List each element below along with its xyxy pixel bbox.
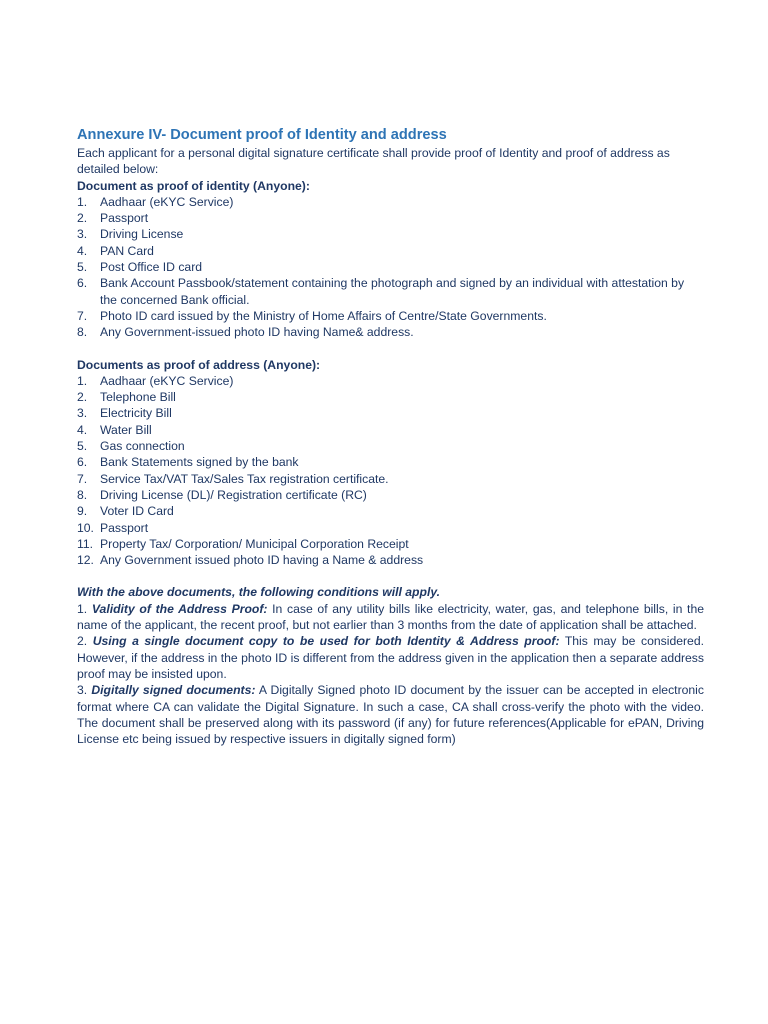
list-text: PAN Card bbox=[100, 243, 154, 258]
list-number: 5. bbox=[77, 260, 88, 275]
condition-lead: Using a single document copy to be used for both Identity & Address proof: bbox=[92, 634, 560, 649]
list-item bbox=[77, 308, 704, 324]
condition-text: In case of any utility bills like electricity, water, gas, and telephone bills, in the name of the applicant, the recent proof, but not earlier than 3 months from the date of application shall be attached. bbox=[77, 601, 704, 633]
list-number: 2. bbox=[77, 211, 88, 226]
list-number: 4. bbox=[77, 422, 88, 437]
list-text: Photo ID card issued by the Ministry of Home Affairs of Centre/State Governments. bbox=[100, 308, 547, 323]
list-number: 7. bbox=[77, 308, 88, 323]
condition-paragraph bbox=[77, 601, 704, 634]
condition-text: This may be considered. However, if the address in the photo ID is different from the address given in the application then a separate address proof may be insisted upon. bbox=[77, 634, 704, 681]
list-text: Any Government-issued photo ID having Name& address. bbox=[100, 325, 414, 340]
list-item bbox=[77, 438, 704, 454]
list-text: Bank Account Passbook/statement containing the photograph and signed by an individual with attestation by the concerned Bank official. bbox=[100, 276, 685, 307]
list-number: 4. bbox=[77, 243, 88, 258]
list-text: Passport bbox=[100, 520, 149, 535]
identity-list bbox=[77, 194, 704, 341]
list-text: Driving License bbox=[100, 227, 184, 242]
list-item bbox=[77, 275, 704, 308]
list-number: 10. bbox=[77, 520, 94, 535]
list-item bbox=[77, 552, 704, 568]
list-number: 11. bbox=[77, 536, 94, 551]
identity-heading: Document as proof of identity (Anyone): bbox=[77, 178, 310, 193]
list-item bbox=[77, 471, 704, 487]
condition-paragraph bbox=[77, 682, 704, 747]
spacer bbox=[77, 568, 704, 584]
list-text: Electricity Bill bbox=[100, 406, 172, 421]
list-item bbox=[77, 243, 704, 259]
list-text: Passport bbox=[100, 211, 149, 226]
condition-paragraph bbox=[77, 633, 704, 682]
list-item bbox=[77, 503, 704, 519]
list-number: 12. bbox=[77, 553, 94, 568]
condition-number: 3. bbox=[77, 683, 88, 698]
document-page bbox=[77, 125, 704, 747]
list-number: 8. bbox=[77, 487, 88, 502]
address-heading: Documents as proof of address (Anyone): bbox=[77, 357, 321, 372]
condition-number: 2. bbox=[77, 634, 88, 649]
list-number: 6. bbox=[77, 276, 88, 291]
condition-lead: Validity of the Address Proof: bbox=[91, 601, 268, 616]
list-item bbox=[77, 210, 704, 226]
condition-text: A Digitally Signed photo ID document by the issuer can be accepted in electronic format where CA can validate the Digital Signature. In such a case, CA shall cross-verify the photo with the video. The document shall be preserved along with its password (if any) for future references(Applicable for ePAN, Driving License etc being issued by respective issuers in digitally signed form) bbox=[77, 683, 704, 747]
list-text: Water Bill bbox=[100, 422, 152, 437]
list-number: 3. bbox=[77, 227, 88, 242]
list-item bbox=[77, 454, 704, 470]
condition-lead: Digitally signed documents: bbox=[91, 683, 256, 698]
list-item bbox=[77, 194, 704, 210]
list-number: 2. bbox=[77, 390, 88, 405]
spacer bbox=[77, 341, 704, 357]
list-number: 1. bbox=[77, 194, 88, 209]
intro-paragraph: Each applicant for a personal digital signature certificate shall provide proof of Identity and proof of address as detailed below: bbox=[77, 146, 670, 177]
list-item bbox=[77, 373, 704, 389]
list-item bbox=[77, 226, 704, 242]
list-text: Aadhaar (eKYC Service) bbox=[100, 194, 234, 209]
list-number: 3. bbox=[77, 406, 88, 421]
list-text: Post Office ID card bbox=[100, 260, 203, 275]
list-item bbox=[77, 487, 704, 503]
list-number: 8. bbox=[77, 325, 88, 340]
list-text: Aadhaar (eKYC Service) bbox=[100, 373, 234, 388]
list-number: 7. bbox=[77, 471, 88, 486]
page-title: Annexure IV- Document proof of Identity and address bbox=[77, 127, 447, 143]
list-text: Voter ID Card bbox=[100, 504, 174, 519]
list-number: 6. bbox=[77, 455, 88, 470]
list-text: Any Government issued photo ID having a Name & address bbox=[100, 553, 424, 568]
list-item bbox=[77, 324, 704, 340]
list-item bbox=[77, 422, 704, 438]
list-text: Bank Statements signed by the bank bbox=[100, 455, 299, 470]
conditions-intro: With the above documents, the following conditions will apply. bbox=[77, 585, 441, 600]
list-text: Service Tax/VAT Tax/Sales Tax registration certificate. bbox=[100, 471, 389, 486]
list-number: 1. bbox=[77, 373, 88, 388]
list-text: Gas connection bbox=[100, 439, 185, 454]
address-list bbox=[77, 373, 704, 569]
list-number: 5. bbox=[77, 439, 88, 454]
list-item bbox=[77, 259, 704, 275]
list-text: Driving License (DL)/ Registration certificate (RC) bbox=[100, 487, 367, 502]
list-text: Telephone Bill bbox=[100, 390, 176, 405]
list-item bbox=[77, 405, 704, 421]
list-item bbox=[77, 520, 704, 536]
list-item bbox=[77, 389, 704, 405]
list-item bbox=[77, 536, 704, 552]
list-text: Property Tax/ Corporation/ Municipal Corporation Receipt bbox=[100, 536, 409, 551]
condition-number: 1. bbox=[77, 601, 88, 616]
list-number: 9. bbox=[77, 504, 88, 519]
